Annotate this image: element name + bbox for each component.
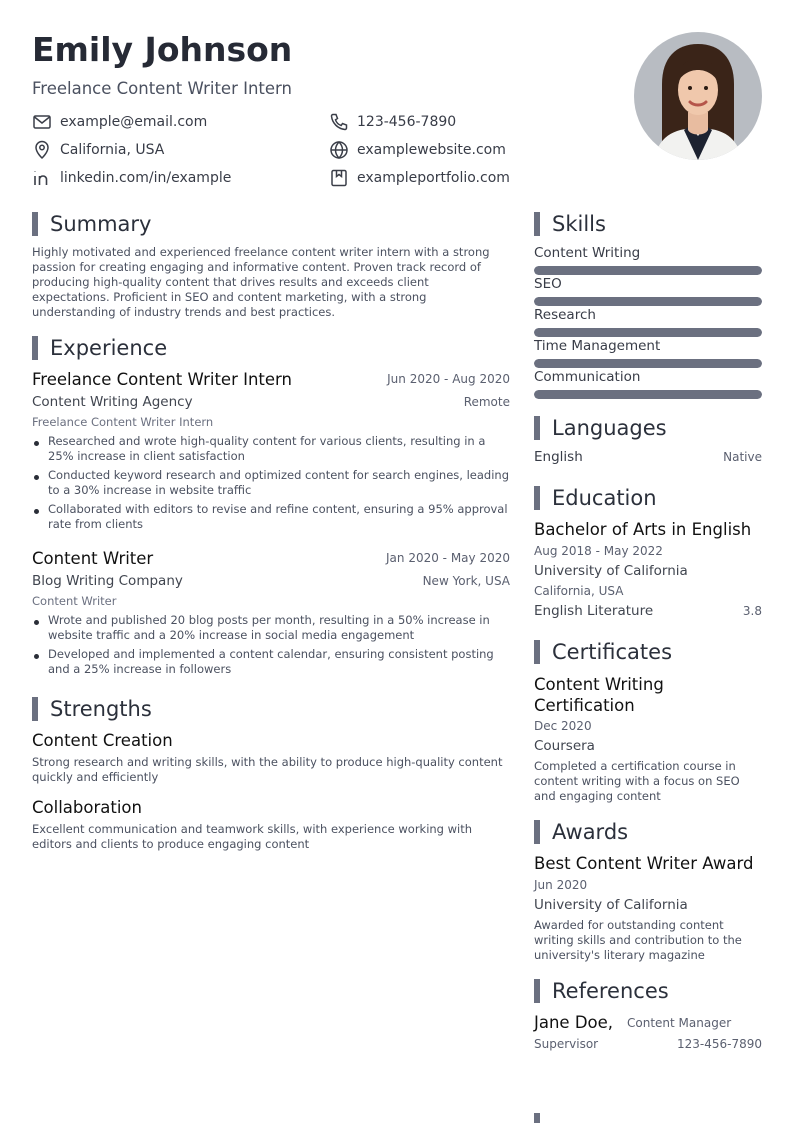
education-location: California, USA (534, 584, 624, 598)
candidate-name: Emily Johnson (32, 30, 293, 69)
skill-4-bar (534, 359, 762, 368)
candidate-title: Freelance Content Writer Intern (32, 79, 292, 98)
award-title: Best Content Writer Award (534, 854, 754, 873)
education-gpa: 3.8 (742, 604, 762, 618)
skill-1-bar (534, 266, 762, 275)
certificate-title: Content Writing Certification (534, 675, 664, 715)
contact-email-text: example@email.com (60, 114, 208, 130)
skill-3-label: Research (534, 307, 596, 323)
summary-text: Highly motivated and experienced freelance content writer intern with a strong passion for creating engaging and informative content. Proven track record of producing high-quality content that drives results and exceeds client expectations. Proficient in SEO and content marketing, with a strong understanding of industry trends and best practices. (32, 245, 490, 319)
certificate-date: Dec 2020 (534, 719, 592, 733)
skill-1-fill (534, 266, 762, 275)
phone-icon (329, 112, 349, 132)
job-2-role: Content Writer (32, 594, 117, 608)
portfolio-icon (329, 168, 349, 188)
section-accent-bar (534, 1113, 540, 1123)
certificate-description: Completed a certification course in content writing with a focus on SEO and engaging content (534, 759, 740, 803)
education-school: University of California (534, 563, 688, 579)
contact-linkedin-text: linkedin.com/in/example (60, 170, 232, 186)
list-item: Researched and wrote high-quality content for various clients, resulting in a 25% increase in client satisfaction (32, 434, 510, 464)
reference-name: Jane Doe, (534, 1013, 614, 1032)
strengths-heading: Strengths (32, 697, 152, 721)
job-2-dates: Jan 2020 - May 2020 (386, 551, 510, 565)
contact-website-text: examplewebsite.com (357, 142, 506, 158)
skill-4-fill (534, 359, 762, 368)
awards-heading: Awards (534, 820, 628, 844)
experience-heading: Experience (32, 336, 167, 360)
section-accent-bar (534, 212, 540, 236)
contact-location (32, 140, 164, 160)
strength-2-text: Excellent communication and teamwork skills, with experience working with editors and clients to produce engaging content (32, 822, 473, 851)
job-2-company: Blog Writing Company (32, 573, 183, 589)
section-accent-bar (32, 212, 38, 236)
contact-portfolio[interactable] (329, 168, 510, 188)
list-item: Wrote and published 20 blog posts per month, resulting in a 50% increase in website traffic and a 20% increase in social media engagement (32, 613, 510, 643)
skill-4-label: Time Management (534, 338, 661, 354)
contact-phone-text: 123-456-7890 (357, 114, 457, 130)
list-item: Collaborated with editors to revise and refine content, ensuring a 95% approval rate from clients (32, 502, 510, 532)
job-2-bullets (32, 613, 510, 681)
certificate-issuer: Coursera (534, 738, 595, 754)
skill-2-bar (534, 297, 762, 306)
job-1-dates: Jun 2020 - Aug 2020 (387, 372, 510, 386)
section-accent-bar (32, 697, 38, 721)
contact-portfolio-text: exampleportfolio.com (357, 170, 510, 186)
skill-2-label: SEO (534, 276, 562, 292)
award-issuer: University of California (534, 897, 688, 913)
job-1-role: Freelance Content Writer Intern (32, 415, 214, 429)
skill-2-fill (534, 297, 762, 306)
contact-website[interactable] (329, 140, 506, 160)
strength-1-title: Content Creation (32, 731, 173, 750)
job-2-title: Content Writer (32, 549, 154, 568)
education-field: English Literature (534, 603, 654, 619)
references-heading: References (534, 979, 669, 1003)
skill-3-bar (534, 328, 762, 337)
education-dates: Aug 2018 - May 2022 (534, 544, 663, 558)
job-1-location: Remote (463, 395, 510, 409)
contact-email[interactable] (32, 112, 207, 132)
job-1-bullets (32, 434, 510, 536)
section-accent-bar (534, 820, 540, 844)
list-item: Developed and implemented a content calendar, ensuring consistent posting and a 25% increase in followers (32, 647, 510, 677)
skill-5-bar (534, 390, 762, 399)
skill-1-label: Content Writing (534, 245, 641, 261)
strength-1-text: Strong research and writing skills, with the ability to produce high-quality content quickly and efficiently (32, 755, 503, 784)
reference-relation: Supervisor (534, 1037, 599, 1051)
list-item: Conducted keyword research and optimized content for search engines, leading to a 30% increase in website traffic (32, 468, 510, 498)
section-accent-bar (534, 416, 540, 440)
language-name: English (534, 449, 583, 465)
award-description: Awarded for outstanding content writing skills and contribution to the university's literary magazine (534, 918, 742, 962)
contact-linkedin[interactable] (32, 168, 231, 188)
section-accent-bar (534, 979, 540, 1003)
profile-photo (634, 32, 762, 160)
certificates-heading: Certificates (534, 640, 672, 664)
globe-icon (329, 140, 349, 160)
skill-5-label: Communication (534, 369, 641, 385)
skill-3-fill (534, 328, 762, 337)
skill-5-fill (534, 390, 762, 399)
reference-position: Content Manager (627, 1016, 732, 1030)
languages-heading: Languages (534, 416, 667, 440)
job-1-company: Content Writing Agency (32, 394, 193, 410)
strength-2-title: Collaboration (32, 798, 142, 817)
job-1-title: Freelance Content Writer Intern (32, 370, 292, 389)
section-accent-bar (32, 336, 38, 360)
job-2-location: New York, USA (422, 574, 510, 588)
skills-heading: Skills (534, 212, 606, 236)
mail-icon (32, 112, 52, 132)
section-accent-bar (534, 640, 540, 664)
contact-location-text: California, USA (60, 142, 165, 158)
education-heading: Education (534, 486, 657, 510)
section-accent-bar (534, 486, 540, 510)
summary-heading: Summary (32, 212, 151, 236)
education-degree: Bachelor of Arts in English (534, 520, 752, 539)
reference-phone: 123-456-7890 (676, 1037, 762, 1051)
award-date: Jun 2020 (534, 878, 588, 892)
language-level: Native (723, 450, 762, 464)
location-icon (32, 140, 52, 160)
contact-phone[interactable] (329, 112, 456, 132)
linkedin-icon (32, 168, 52, 188)
